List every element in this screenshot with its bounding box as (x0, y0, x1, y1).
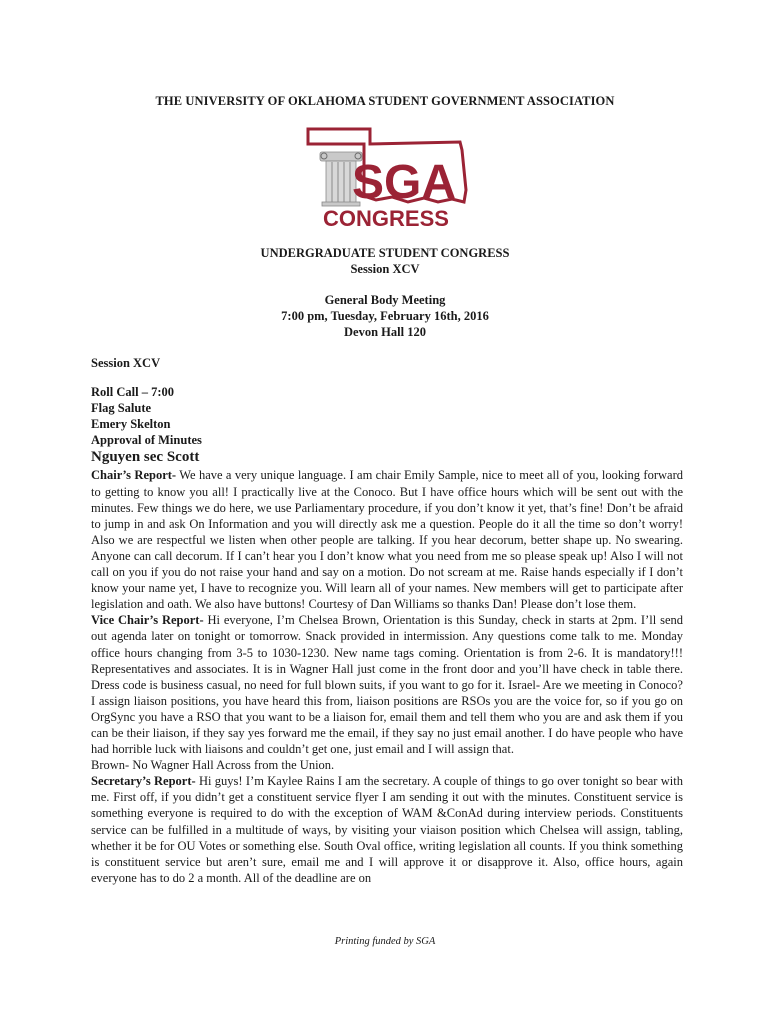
vice-chair-report-label: Vice Chair’s Report- (91, 613, 204, 628)
brown-comment: Brown- No Wagner Hall Across from the Union. (91, 758, 335, 773)
logo-congress-text: CONGRESS (323, 206, 449, 230)
meeting-datetime: 7:00 pm, Tuesday, February 16th, 2016 (281, 309, 489, 323)
congress-title: UNDERGRADUATE STUDENT CONGRESS (260, 246, 510, 260)
agenda-item-flag-salute: Flag Salute (91, 401, 152, 416)
secretary-report-label: Secretary’s Report- (91, 774, 196, 789)
meeting-header (0, 292, 770, 340)
agenda-item-approval: Approval of Minutes (91, 433, 202, 448)
secretary-report-text: Hi guys! I’m Kaylee Rains I am the secretary. A couple of things to go over tonight so bear with me. First off, if you didn’t get a constituent service flyer I am sending it out with the minutes. Constituent service is something everyone is required to do with the exception of WAM &ConAd during interview periods. Constituents service can be fulfilled in a multitude of ways, by visiting your viaison position which Chelsea will assign, tabling, whether it be for OU Votes or something else. South Oval office, writing legislation all counts. If you think something is constituent service but aren’t sure, email me and I will approve it or disapprove it. Also, office hours, again everyone has to do 2 a month. All of the deadline are on (91, 774, 683, 885)
session-title: Session XCV (350, 262, 420, 276)
vice-chair-report (91, 612, 683, 757)
congress-header (0, 245, 770, 277)
vice-chair-report-text: Hi everyone, I’m Chelsea Brown, Orientation is this Sunday, check in starts at 2pm. I’ll send out agenda later on tonight or tomorrow. Snack provided in intermission. Any questions come talk to me. Monday office hours changing from 3-5 to 1030-1230. New name tags coming. Orientation is from 2-6. It is mandatory!!! Representatives and associates. It is in Wagner Hall just come in the front door and you’ll have check in table there. Dress code is business casual, no need for full blown suits, if you want to go for it. Israel- Are we meeting in Conoco? I assign liaison positions, you have heard this from, liaison positions are RSOs you are the voice for, so if you go on OrgSync you have a RSO that you want to be a liaison for, email them and tell them who you are and ask them if you can be their liaison, if they say yes forward me the email, if they say no just email another. I do have people who have had horrible luck with liaisons and couldn’t get one, just email and I will assign that. (91, 613, 683, 757)
session-label: Session XCV (91, 356, 161, 370)
sga-congress-logo (304, 126, 468, 230)
secretary-report (91, 773, 683, 886)
chair-report (91, 467, 683, 612)
motion-heading: Nguyen sec Scott (91, 449, 200, 466)
agenda-item-roll-call: Roll Call – 7:00 (91, 385, 174, 400)
footer-note: Printing funded by SGA (334, 936, 436, 947)
meeting-title: General Body Meeting (324, 293, 446, 307)
chair-report-text: We have a very unique language. I am chair Emily Sample, nice to meet all of you, looking forward to getting to know you all! I practically live at the Conoco. But I have office hours which will be sent out with the minutes. Few things we do here, we use Parliamentary procedure, if you don’t know it yet, that’s fine! Don’t be afraid to jump in and ask On Information and you will directly ask me a question. People do it all the time so don’t worry! Also we are respectful we listen when other people are talking. If you hear decorum, better shape up. No swearing. Anyone can call decorum. If I can’t hear you I don’t know what you need from me so please speak up! Also I will not call on you if you do not raise your hand and say on a motion. Do not scream at me. Raise hands especially if I don’t know your name yet, I have to recognize you. Will learn all of your names. New members will get to participate after legislation and oath. We also have buttons! Courtesy of Dan Williams so thanks Dan! Please don’t lose them. (91, 468, 683, 612)
agenda-item-speaker: Emery Skelton (91, 417, 171, 432)
minutes-body (91, 355, 683, 886)
organization-title: THE UNIVERSITY OF OKLAHOMA STUDENT GOVERNMENT ASSOCIATION (155, 94, 615, 108)
meeting-location: Devon Hall 120 (344, 325, 426, 339)
logo-sga-text: SGA (351, 156, 457, 209)
chair-report-label: Chair’s Report- (91, 468, 177, 483)
